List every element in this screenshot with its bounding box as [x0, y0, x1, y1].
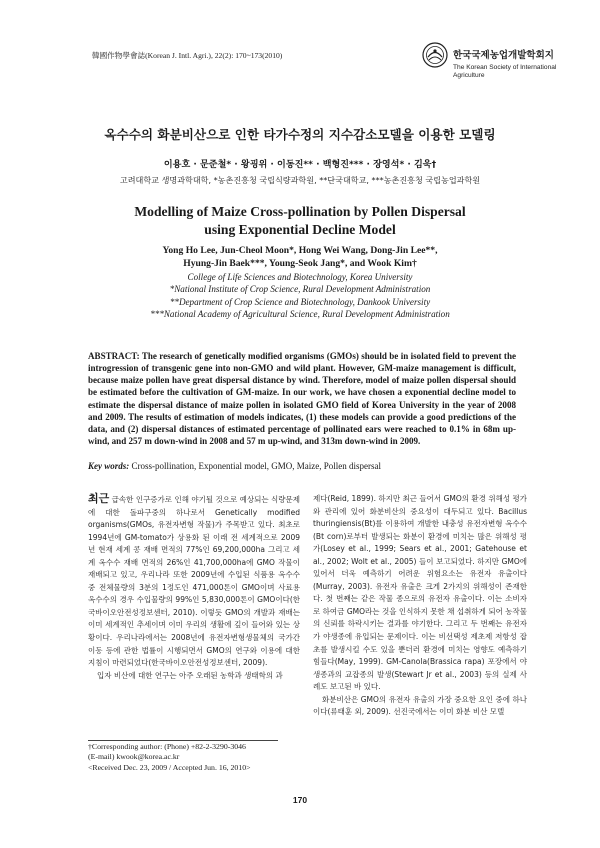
- authors-english-line: Hyung-Jin Baek***, Young-Seok Jang*, and Wook Kim†: [183, 257, 417, 269]
- affiliations-korean: 고려대학교 생명과학대학, *농촌진흥청 국립식량과학원, **단국대학교, ***농촌진흥청 국립농업과학원: [119, 175, 481, 185]
- paragraph: 화분비산은 GMO의 유전자 유출의 가장 중요한 요인 중에 하나이다(류태훈 외, 2009). 선진국에서는 이미 화분 비산 모델: [313, 694, 527, 717]
- keywords-text: Cross-pollination, Exponential model, GMO, Maize, Pollen dispersal: [131, 461, 381, 471]
- footnotes: [88, 742, 308, 773]
- footnote-email: (E-mail) kwook@korea.ac.kr: [88, 752, 180, 762]
- keywords: [88, 460, 516, 472]
- lead-word: 최근: [88, 492, 110, 505]
- keywords-label: Key words:: [88, 461, 130, 471]
- footnote-corresponding: †Corresponding author: (Phone) +82-2-3290-3046: [88, 742, 246, 751]
- authors-english: [0, 245, 600, 270]
- paragraph: 입자 비산에 대한 연구는 아주 오래된 농학과 생태학의 과: [97, 670, 283, 680]
- title-korean: 옥수수의 화분비산으로 인한 타가수정의 지수감소모델을 이용한 모델링: [104, 127, 496, 142]
- society-badge: [422, 42, 587, 92]
- society-name-kr: 한국국제농업개발학회지: [453, 50, 554, 61]
- title-english-line: Modelling of Maize Cross-pollination by Pollen Dispersal: [134, 204, 466, 219]
- footnote-received: <Received Dec. 23, 2009 / Accepted Jun. 16, 2010>: [88, 762, 251, 772]
- authors-english-line: Yong Ho Lee, Jun-Cheol Moon*, Hong Wei Wang, Dong-Jin Lee**,: [162, 245, 438, 256]
- abstract: [88, 350, 516, 447]
- abstract-label: ABSTRACT:: [88, 351, 140, 361]
- paragraph-text: 급속한 인구증가로 인해 야기될 것으로 예상되는 식량문제에 대한 돌파구중의 하나로서 Genetically modified organisms(GMOs, 유전자변형 작물)가 주목받고 있다. 최초로 1994년에 GM-tomato가 상용화 된 이래 전 세계적으로 2009년 현재 세계 콩 재배 면적의 77%인 69,200,000ha 그리고 세계 옥수수 재배 면적의 26%인 41,700,000ha에 GMO 작물이 재배되고 있고, 우리나라 또한 2009년에 수입된 식품용 옥수수 중 전체물량의 3분의 1정도인 471,000톤이 GMO이며 사료용 옥수수의 경우 수입물량의 99%인 5,830,000톤이 GMO이다(한국바이오안전성정보센터, 2010). 이렇듯 GMO의 개발과 재배는 이미 세계적인 추세이며 이미 우리의 생활에 깊이 들어와 있는 상황이다. 우리나라에서는 2008년에 유전자변형생물체의 국가간 이동 등에 관한 법률이 시행되면서 GMO의 연구와 이용에 대한 지침이 마련되었다(한국바이오안전성정보센터, 2009).: [88, 495, 300, 668]
- authors-korean: 이용호 · 문준철* · 왕굉위 · 이동진** · 백형진*** · 장영석* · 김욱†: [163, 160, 437, 170]
- society-name-en: The Korean Society of International Agriculture: [453, 64, 557, 79]
- title-english: [0, 203, 600, 239]
- affiliation-line: College of Life Sciences and Biotechnology, Korea University: [187, 272, 413, 282]
- affiliations-english: [0, 271, 600, 321]
- page-number: 170: [292, 795, 308, 805]
- title-english-line: using Exponential Decline Model: [204, 222, 396, 237]
- footnote-divider: [88, 740, 278, 741]
- affiliation-line: ***National Academy of Agricultural Science, Rural Development Administration: [150, 309, 450, 320]
- society-emblem-icon: [422, 42, 448, 68]
- paragraph: 제다(Reid, 1899). 하지만 최근 들어서 GMO의 환경 위해성 평가와 관리에 있어 화분비산의 중요성이 대두되고 있다. Bacillus thuringiensis(Bt)를 이용하여 개발한 내충성 유전자변형 옥수수(Bt corn)로부터 발생되는 화분이 환경에 미치는 많은 위해성 평가(Losey et al., 1999; Sears et al., 2001; Gatehouse et al., 2002; Wolt et al., 2005) 들이 보고되었다. 하지만 GMO에 있어서 더욱 예측하기 어려운 위험요소는 유전자 유출이다(Murray, 2003). 유전자 유출은 크게 2가지의 위해성이 존재한다. 첫 번째는 같은 작물 종으로의 유전자 유출이다. 이는 소비자로 하여금 GMO라는 것을 인식하지 못한 채 섭취하게 되어 농작물의 신뢰를 하락시키는 결과를 야기한다. 그리고 두 번째는 유전자가 야생종에 유입되는 문제이다. 이는 비선택성 제초제 저항성 잡초를 발생시킬 수도 있을 뿐더러 환경에 미치는 영향도 예측하기 힘들다(May, 1999). GM-Canola(Brassica rapa) 포장에서 야생종과의 교잡종의 발생(Stewart Jr et al., 2003) 등의 실제 사례도 보고된 바 있다.: [313, 494, 527, 692]
- abstract-text: The research of genetically modified organisms (GMOs) should be in isolated field to prevent the introgression of transgenic gene into non-GMO and wild plant. However, GM-maize management is difficult, because maize pollen have great dispersal distance by wind. Therefore, model of maize pollen dispersal should be estimated before the cultivation of GM-maize. In our work, we have chosen a exponential decline model to estimate the dispersal distance of maize pollen in isolated GMO field of Korea University in the year of 2008 and 2009. The results of estimation of models indicates, (1) these models can provide a good predictions of the data, and (2) dispersal distances of estimated percentage of pollinated ears were reached to 0.1% in 68m up-wind, and 257 m down-wind in 2008 and 57 m up-wind, and 313m down-wind in 2009.: [88, 351, 516, 447]
- body-column-left: [88, 493, 300, 682]
- affiliation-line: *National Institute of Crop Science, Rural Development Administration: [169, 284, 431, 295]
- paragraph: [88, 493, 300, 670]
- body-column-right: [313, 493, 527, 719]
- affiliation-line: **Department of Crop Science and Biotechnology, Dankook University: [169, 296, 431, 307]
- journal-reference: 韓國作物學會誌(Korean J. Intl. Agri.), 22(2): 170~173(2010): [92, 51, 283, 60]
